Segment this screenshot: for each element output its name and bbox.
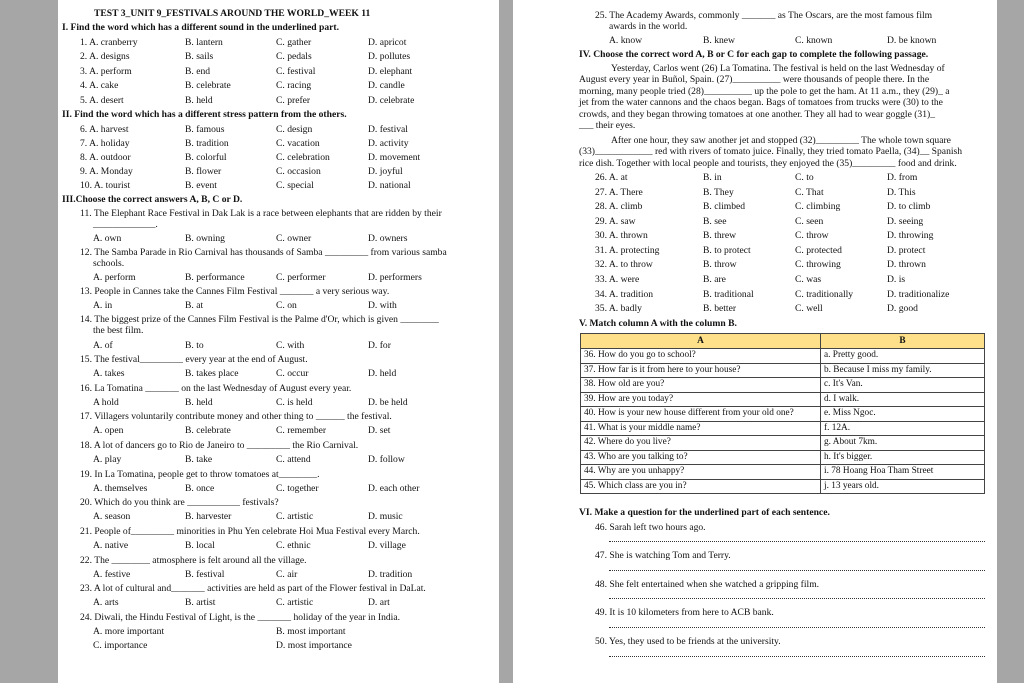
option-c: C. throwing bbox=[795, 259, 841, 270]
cell-answer: c. It's Van. bbox=[821, 378, 985, 393]
option-d: D. follow bbox=[368, 454, 405, 465]
option-a: A. play bbox=[93, 454, 122, 465]
option-b: B. They bbox=[703, 187, 734, 198]
passage-line: After one hour, they saw another jet and stopped (32)_________ The whole town square bbox=[611, 135, 951, 146]
option-b: B. take bbox=[185, 454, 213, 465]
option-d: D. apricot bbox=[368, 37, 407, 48]
section-1-heading: I. Find the word which has a different sound in the underlined part. bbox=[62, 22, 340, 33]
option-d: D. owners bbox=[368, 233, 408, 244]
option-b: B. better bbox=[703, 303, 737, 314]
option-c: C. racing bbox=[276, 80, 312, 91]
option-b: B. owning bbox=[185, 233, 225, 244]
option-d: D. for bbox=[368, 340, 391, 351]
table-row bbox=[581, 363, 985, 378]
passage-line: jet from the water cannons and the chaos began. Bags of tomatoes from trucks were (30) to the bbox=[579, 97, 943, 108]
option-c: C. performer bbox=[276, 272, 326, 283]
option-b: B. sails bbox=[185, 51, 214, 62]
option-d: D. held bbox=[368, 368, 397, 379]
option-c: C. celebration bbox=[276, 152, 330, 163]
option-b: B. flower bbox=[185, 166, 222, 177]
option-a: 30. A. thrown bbox=[595, 230, 648, 241]
option-a: 26. A. at bbox=[595, 172, 628, 183]
option-b: B. in bbox=[703, 172, 722, 183]
option-b: B. at bbox=[185, 300, 204, 311]
table-row bbox=[581, 407, 985, 422]
option-a: A. in bbox=[93, 300, 113, 311]
option-a: A. season bbox=[93, 511, 131, 522]
option-a: 8. A. outdoor bbox=[80, 152, 131, 163]
passage-line: ___ their eyes. bbox=[579, 120, 636, 131]
option-d: D. performers bbox=[368, 272, 422, 283]
option-d: D. candle bbox=[368, 80, 405, 91]
cell-question: 40. How is your new house different from your old one? bbox=[581, 407, 821, 422]
option-a: 31. A. protecting bbox=[595, 245, 660, 256]
question-stem: 47. She is watching Tom and Terry. bbox=[595, 550, 731, 561]
option-a: A. of bbox=[93, 340, 113, 351]
question-stem: 12. The Samba Parade in Rio Carnival has thousands of Samba _________ from various samba bbox=[80, 247, 447, 258]
option-b: B. tradition bbox=[185, 138, 229, 149]
cell-question: 43. Who are you talking to? bbox=[581, 450, 821, 465]
option-c: C. attend bbox=[276, 454, 311, 465]
option-a: A. native bbox=[93, 540, 129, 551]
section-2-heading: II. Find the word which has a different stress pattern from the others. bbox=[62, 109, 347, 120]
option-a: 34. A. tradition bbox=[595, 289, 654, 300]
option-d: D. village bbox=[368, 540, 406, 551]
option-b: B. lantern bbox=[185, 37, 223, 48]
option-d: D. festival bbox=[368, 124, 408, 135]
option-a: A. more important bbox=[93, 626, 165, 637]
option-a: 1. A. cranberry bbox=[80, 37, 138, 48]
cell-answer: b. Because I miss my family. bbox=[821, 363, 985, 378]
section-6-heading: VI. Make a question for the underlined part of each sentence. bbox=[579, 507, 830, 518]
option-a: 28. A. climb bbox=[595, 201, 643, 212]
option-d: D. This bbox=[887, 187, 916, 198]
option-b: B. traditional bbox=[703, 289, 754, 300]
option-a: A. themselves bbox=[93, 483, 148, 494]
option-d: D. set bbox=[368, 425, 391, 436]
question-stem: 11. The Elephant Race Festival in Dak Lak is a race between elephants that are ridden by their bbox=[80, 208, 442, 219]
option-a: A hold bbox=[93, 397, 119, 408]
question-stem: 14. The biggest prize of the Cannes Film Festival is the Palme d'Or, which is given ________ bbox=[80, 314, 439, 325]
option-a: 5. A. desert bbox=[80, 95, 124, 106]
left-page bbox=[58, 0, 499, 683]
option-c: C. with bbox=[276, 340, 305, 351]
cell-question: 44. Why are you unhappy? bbox=[581, 465, 821, 480]
match-table bbox=[580, 333, 985, 494]
option-a: 29. A. saw bbox=[595, 216, 636, 227]
section-3-heading: III.Choose the correct answers A, B, C or D. bbox=[62, 194, 243, 205]
option-a: A. arts bbox=[93, 597, 119, 608]
table-row bbox=[581, 436, 985, 451]
option-a: 2. A. designs bbox=[80, 51, 130, 62]
answer-line[interactable] bbox=[609, 541, 985, 542]
cell-answer: h. It's bigger. bbox=[821, 450, 985, 465]
option-c: C. occur bbox=[276, 368, 309, 379]
option-c: C. was bbox=[795, 274, 822, 285]
question-stem: 24. Diwali, the Hindu Festival of Light, is the _______ holiday of the year in India. bbox=[80, 612, 401, 623]
option-b: B. festival bbox=[185, 569, 225, 580]
question-stem: 25. The Academy Awards, commonly _______ as The Oscars, are the most famous film bbox=[595, 10, 933, 21]
option-a: 7. A. holiday bbox=[80, 138, 130, 149]
option-c: C. seen bbox=[795, 216, 824, 227]
cell-question: 37. How far is it from here to your house? bbox=[581, 363, 821, 378]
option-a: 33. A. were bbox=[595, 274, 640, 285]
passage-line: August every year in Buñol, Spain. (27)__________ were thousands of people there. In the bbox=[579, 74, 930, 85]
option-d: D. celebrate bbox=[368, 95, 415, 106]
option-a: A. perform bbox=[93, 272, 136, 283]
match-table-header bbox=[581, 334, 985, 349]
option-b: B. event bbox=[185, 180, 217, 191]
cell-question: 38. How old are you? bbox=[581, 378, 821, 393]
answer-line[interactable] bbox=[609, 598, 985, 599]
question-stem: 15. The festival_________ every year at the end of August. bbox=[80, 354, 308, 365]
option-a: A. know bbox=[609, 35, 643, 46]
option-b: B. famous bbox=[185, 124, 225, 135]
option-c: C. gather bbox=[276, 37, 312, 48]
question-stem: 20. Which do you think are ___________ festivals? bbox=[80, 497, 279, 508]
question-stem: 22. The ________ atmosphere is felt around all the village. bbox=[80, 555, 307, 566]
option-c: C. together bbox=[276, 483, 319, 494]
option-c: C. is held bbox=[276, 397, 313, 408]
option-d: D. be known bbox=[887, 35, 937, 46]
option-b: B. end bbox=[185, 66, 211, 77]
option-d: D. is bbox=[887, 274, 906, 285]
option-b: B. takes place bbox=[185, 368, 239, 379]
option-a: A. takes bbox=[93, 368, 125, 379]
option-b: B. artist bbox=[185, 597, 216, 608]
option-b: B. throw bbox=[703, 259, 737, 270]
question-stem: 49. It is 10 kilometers from here to ACB bank. bbox=[595, 607, 774, 618]
option-d: D. seeing bbox=[887, 216, 924, 227]
cell-answer: e. Miss Ngoc. bbox=[821, 407, 985, 422]
right-page bbox=[513, 0, 997, 683]
cell-question: 36. How do you go to school? bbox=[581, 349, 821, 364]
option-c: C. owner bbox=[276, 233, 312, 244]
option-a: A. own bbox=[93, 233, 122, 244]
option-d: D. from bbox=[887, 172, 918, 183]
option-d: D. protect bbox=[887, 245, 926, 256]
test-title: TEST 3_UNIT 9_FESTIVALS AROUND THE WORLD_WEEK 11 bbox=[94, 8, 371, 19]
table-row bbox=[581, 465, 985, 480]
option-c: C. traditionally bbox=[795, 289, 854, 300]
option-c: C. artistic bbox=[276, 597, 314, 608]
question-stem: 48. She felt entertained when she watched a gripping film. bbox=[595, 579, 820, 590]
option-a: 9. A. Monday bbox=[80, 166, 133, 177]
cell-question: 39. How are you today? bbox=[581, 392, 821, 407]
question-stem: 23. A lot of cultural and_______ activities are held as part of the Flower festival in DaLat. bbox=[80, 583, 426, 594]
question-stem-cont: schools. bbox=[93, 258, 125, 269]
option-d: D. to climb bbox=[887, 201, 931, 212]
answer-line[interactable] bbox=[609, 570, 985, 571]
cell-question: 45. Which class are you in? bbox=[581, 479, 821, 494]
option-c: C. on bbox=[276, 300, 297, 311]
option-b: B. threw bbox=[703, 230, 737, 241]
table-row bbox=[581, 349, 985, 364]
option-d: D. art bbox=[368, 597, 390, 608]
question-stem: 50. Yes, they used to be friends at the university. bbox=[595, 636, 781, 647]
option-a: A. festive bbox=[93, 569, 131, 580]
option-c: C. importance bbox=[93, 640, 148, 651]
option-c: C. air bbox=[276, 569, 298, 580]
option-c: C. artistic bbox=[276, 511, 314, 522]
section-4-heading: IV. Choose the correct word A, B or C for each gap to complete the following passage. bbox=[579, 49, 929, 60]
option-d: D. most importance bbox=[276, 640, 352, 651]
option-d: D. throwing bbox=[887, 230, 934, 241]
option-c: C. special bbox=[276, 180, 314, 191]
table-row bbox=[581, 378, 985, 393]
question-stem: 13. People in Cannes take the Cannes Film Festival _______ a very serious way. bbox=[80, 286, 390, 297]
option-d: D. traditionalize bbox=[887, 289, 950, 300]
option-b: B. celebrate bbox=[185, 80, 231, 91]
cell-answer: j. 13 years old. bbox=[821, 479, 985, 494]
option-c: C. to bbox=[795, 172, 814, 183]
option-a: 10. A. tourist bbox=[80, 180, 131, 191]
passage-line: Yesterday, Carlos went (26) La Tomatina. The festival is held on the last Wednesday of bbox=[611, 63, 945, 74]
question-stem: 16. La Tomatina _______ on the last Wednesday of August every year. bbox=[80, 383, 352, 394]
option-c: C. prefer bbox=[276, 95, 311, 106]
option-c: C. occasion bbox=[276, 166, 321, 177]
section-5-heading: V. Match column A with the column B. bbox=[579, 318, 737, 329]
question-stem: 21. People of_________ minorities in Phu Yen celebrate Hoi Mua Festival every March. bbox=[80, 526, 420, 537]
option-d: D. each other bbox=[368, 483, 420, 494]
option-d: D. good bbox=[887, 303, 918, 314]
question-stem: 19. In La Tomatina, people get to throw tomatoes at________. bbox=[80, 469, 320, 480]
option-b: B. held bbox=[185, 95, 213, 106]
answer-blank[interactable]: _____________. bbox=[93, 219, 158, 230]
question-stem-cont: awards in the world. bbox=[609, 21, 688, 32]
passage-line: crowds, and they began throwing tomatoes at one another. They all had to wear goggle (31)_ bbox=[579, 109, 936, 120]
passage-line: morning, many people tried (28)__________ up the pole to get the ham. At 11 a.m., they (29)_ a bbox=[579, 86, 950, 97]
option-d: D. thrown bbox=[887, 259, 926, 270]
option-a: 32. A. to throw bbox=[595, 259, 653, 270]
option-b: B. harvester bbox=[185, 511, 232, 522]
table-row bbox=[581, 479, 985, 494]
option-b: B. celebrate bbox=[185, 425, 231, 436]
passage-line: (33)____________ red with rivers of tomato juice. Finally, they tried tomato Paella, (34)__ Spanish bbox=[579, 146, 963, 157]
cell-question: 41. What is your middle name? bbox=[581, 421, 821, 436]
option-a: 4. A. cake bbox=[80, 80, 119, 91]
option-a: 6. A. harvest bbox=[80, 124, 129, 135]
option-c: C. festival bbox=[276, 66, 316, 77]
option-a: 35. A. badly bbox=[595, 303, 642, 314]
option-d: D. national bbox=[368, 180, 411, 191]
option-b: B. local bbox=[185, 540, 215, 551]
option-c: C. vacation bbox=[276, 138, 320, 149]
option-d: D. music bbox=[368, 511, 403, 522]
question-stem: 17. Villagers voluntarily contribute money and other thing to ______ the festival. bbox=[80, 411, 392, 422]
option-c: C. throw bbox=[795, 230, 829, 241]
answer-line[interactable] bbox=[609, 627, 985, 628]
column-a-header: A bbox=[581, 334, 821, 349]
option-c: C. That bbox=[795, 187, 824, 198]
option-a: A. open bbox=[93, 425, 124, 436]
option-d: D. elephant bbox=[368, 66, 413, 77]
option-d: D. pollutes bbox=[368, 51, 411, 62]
question-stem-cont: the best film. bbox=[93, 325, 144, 336]
option-c: C. remember bbox=[276, 425, 327, 436]
option-b: B. climbed bbox=[703, 201, 746, 212]
option-d: D. activity bbox=[368, 138, 409, 149]
column-b-header: B bbox=[821, 334, 985, 349]
option-b: B. knew bbox=[703, 35, 735, 46]
option-b: B. performance bbox=[185, 272, 245, 283]
cell-answer: f. 12A. bbox=[821, 421, 985, 436]
option-b: B. colorful bbox=[185, 152, 227, 163]
cell-question: 42. Where do you live? bbox=[581, 436, 821, 451]
option-b: B. see bbox=[703, 216, 727, 227]
passage-line: rice dish. Together with local people and tourists, they enjoyed the (35)_________ food and drink. bbox=[579, 158, 957, 169]
option-c: C. protected bbox=[795, 245, 842, 256]
option-a: 27. A. There bbox=[595, 187, 643, 198]
option-b: B. most important bbox=[276, 626, 346, 637]
option-c: C. well bbox=[795, 303, 823, 314]
cell-answer: g. About 7km. bbox=[821, 436, 985, 451]
option-c: C. pedals bbox=[276, 51, 312, 62]
cell-answer: a. Pretty good. bbox=[821, 349, 985, 364]
option-b: B. to bbox=[185, 340, 204, 351]
option-d: D. tradition bbox=[368, 569, 413, 580]
option-d: D. with bbox=[368, 300, 397, 311]
cell-answer: i. 78 Hoang Hoa Tham Street bbox=[821, 465, 985, 480]
table-row bbox=[581, 450, 985, 465]
option-d: D. be held bbox=[368, 397, 408, 408]
option-c: C. ethnic bbox=[276, 540, 311, 551]
option-c: C. known bbox=[795, 35, 833, 46]
option-c: C. climbing bbox=[795, 201, 841, 212]
answer-line[interactable] bbox=[609, 656, 985, 657]
table-row bbox=[581, 392, 985, 407]
option-b: B. held bbox=[185, 397, 213, 408]
option-d: D. movement bbox=[368, 152, 421, 163]
table-row bbox=[581, 421, 985, 436]
question-stem: 46. Sarah left two hours ago. bbox=[595, 522, 706, 533]
option-d: D. joyful bbox=[368, 166, 403, 177]
question-stem: 18. A lot of dancers go to Rio de Janeiro to _________ the Rio Carnival. bbox=[80, 440, 359, 451]
option-b: B. are bbox=[703, 274, 726, 285]
option-a: 3. A. perform bbox=[80, 66, 132, 77]
cell-answer: d. I walk. bbox=[821, 392, 985, 407]
option-c: C. design bbox=[276, 124, 313, 135]
option-b: B. once bbox=[185, 483, 215, 494]
option-b: B. to protect bbox=[703, 245, 751, 256]
